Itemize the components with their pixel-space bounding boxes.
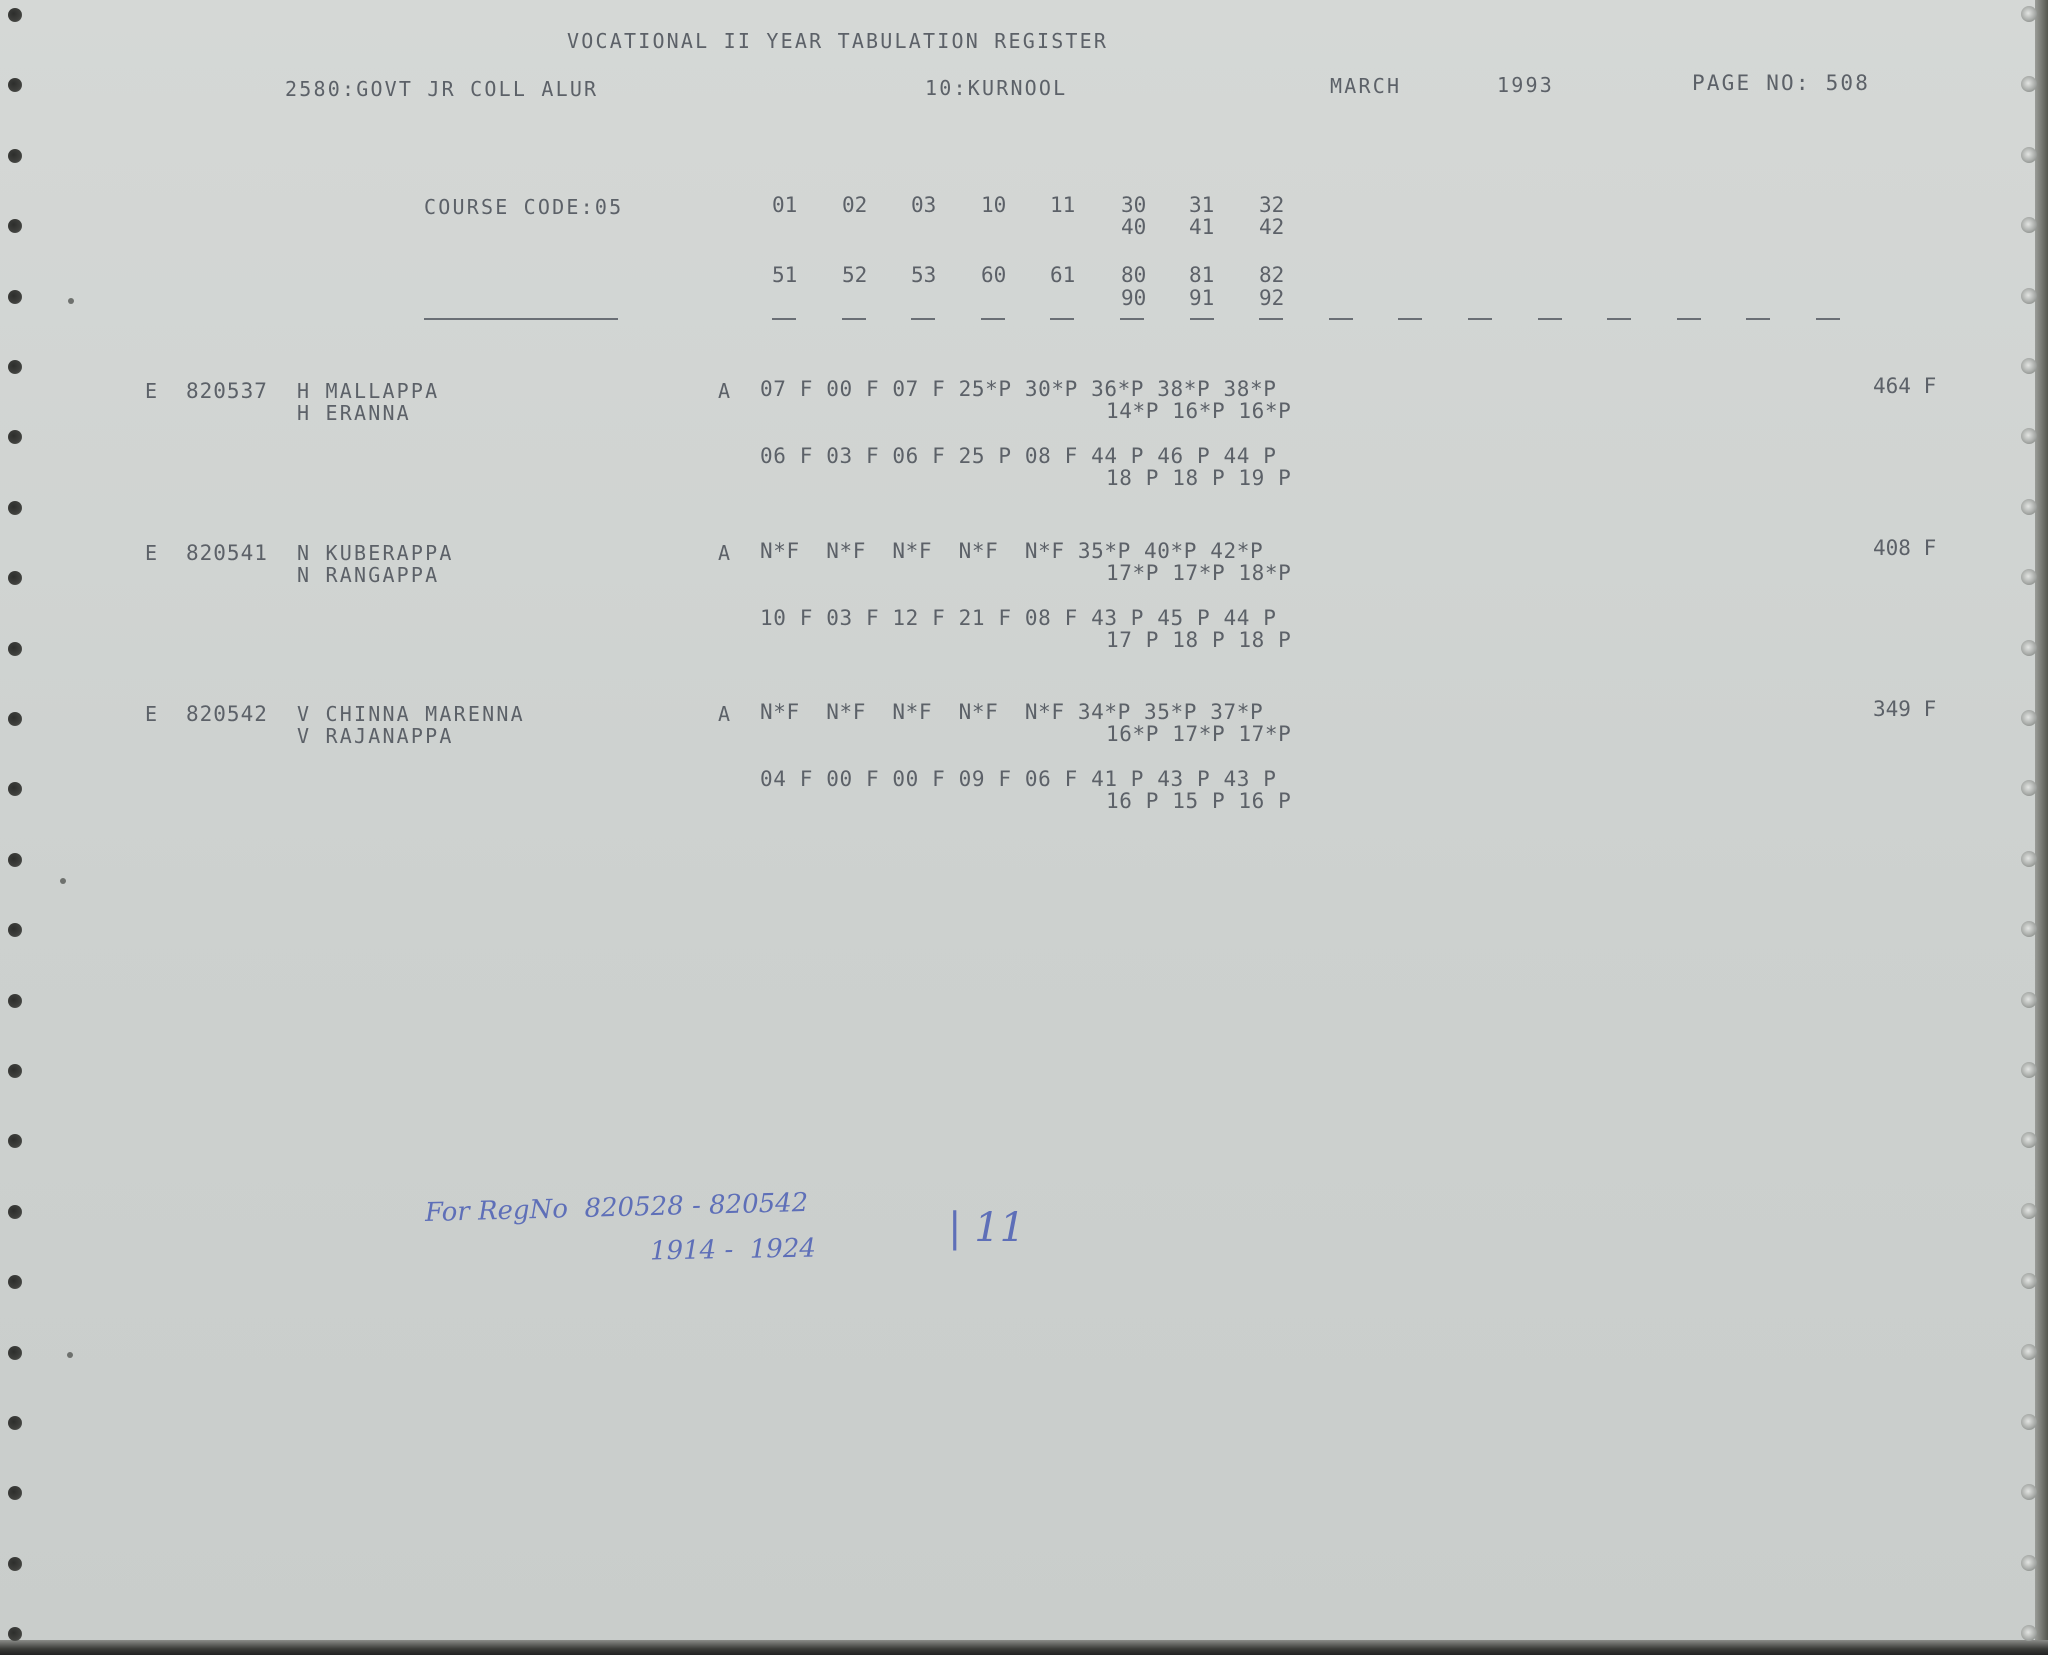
student-name: H MALLAPPA <box>297 379 440 403</box>
marks-row-1b: 17*P 17*P 18*P <box>1106 561 1292 585</box>
record-type: E <box>145 702 160 726</box>
column-dash <box>1468 318 1492 320</box>
subject-code: 42 <box>1259 215 1285 239</box>
marks-row-2: 10 F 03 F 12 F 21 F 08 F 43 P 45 P 44 P <box>760 606 1277 630</box>
total-result: 464 F <box>1873 374 1937 398</box>
column-dash <box>1120 318 1144 320</box>
subject-code: 92 <box>1259 286 1285 310</box>
right-feed-hole <box>2021 147 2037 163</box>
subject-code: 30 <box>1121 193 1147 217</box>
subject-code: 53 <box>911 263 937 287</box>
handwritten-regno-note: For RegNo 820528 - 820542 <box>424 1187 809 1229</box>
left-feed-hole <box>8 8 22 22</box>
course-code-label: COURSE CODE:05 <box>424 195 624 219</box>
subject-code: 52 <box>842 263 868 287</box>
left-feed-hole <box>8 501 22 515</box>
register-title: VOCATIONAL II YEAR TABULATION REGISTER <box>567 29 1109 53</box>
district-name: 10:KURNOOL <box>925 76 1068 100</box>
subject-code: 51 <box>772 263 798 287</box>
column-dash <box>1398 318 1422 320</box>
roll-number: 820542 <box>186 702 268 726</box>
sheet-right-edge <box>2035 0 2048 1655</box>
right-feed-hole <box>2021 288 2037 304</box>
record-type: E <box>145 541 160 565</box>
left-feed-hole <box>8 1064 22 1078</box>
right-feed-hole <box>2021 992 2037 1008</box>
handwritten-tally: | 11 <box>948 1205 1026 1251</box>
total-result: 349 F <box>1873 697 1937 721</box>
subject-code: 32 <box>1259 193 1285 217</box>
right-feed-hole <box>2021 1344 2037 1360</box>
column-dash <box>1677 318 1701 320</box>
father-name: V RAJANAPPA <box>297 724 454 748</box>
column-dash <box>911 318 935 320</box>
father-name: N RANGAPPA <box>297 563 440 587</box>
left-feed-hole <box>8 1416 22 1430</box>
column-dash <box>1607 318 1631 320</box>
subject-code: 03 <box>911 193 937 217</box>
left-feed-hole <box>8 149 22 163</box>
subject-code: 10 <box>981 193 1007 217</box>
grade-code: A <box>718 379 733 403</box>
right-feed-hole <box>2021 499 2037 515</box>
marks-row-2: 06 F 03 F 06 F 25 P 08 F 44 P 46 P 44 P <box>760 444 1277 468</box>
marks-row-2: 04 F 00 F 00 F 09 F 06 F 41 P 43 P 43 P <box>760 767 1277 791</box>
column-dash <box>1190 318 1214 320</box>
father-name: H ERANNA <box>297 401 411 425</box>
subject-code: 90 <box>1121 286 1147 310</box>
column-dash <box>981 318 1005 320</box>
right-feed-hole <box>2021 6 2037 22</box>
total-result: 408 F <box>1873 536 1937 560</box>
student-name: V CHINNA MARENNA <box>297 702 525 726</box>
marks-row-2b: 17 P 18 P 18 P <box>1106 628 1292 652</box>
right-feed-hole <box>2021 710 2037 726</box>
left-feed-hole <box>8 1557 22 1571</box>
exam-month: MARCH <box>1330 74 1402 98</box>
college-name: 2580:GOVT JR COLL ALUR <box>285 77 599 101</box>
right-feed-hole <box>2021 358 2037 374</box>
left-feed-hole <box>8 712 22 726</box>
right-feed-hole <box>2021 640 2037 656</box>
page-number: PAGE NO: 508 <box>1692 71 1871 95</box>
subject-code: 80 <box>1121 263 1147 287</box>
ink-speck <box>68 298 74 304</box>
column-dash <box>1329 318 1353 320</box>
subject-code: 11 <box>1050 193 1076 217</box>
marks-row-1: N*F N*F N*F N*F N*F 34*P 35*P 37*P <box>760 700 1264 724</box>
marks-row-1b: 14*P 16*P 16*P <box>1106 399 1292 423</box>
sheet-bottom-edge <box>0 1640 2048 1655</box>
right-feed-hole <box>2021 851 2037 867</box>
subject-code: 02 <box>842 193 868 217</box>
column-dash <box>842 318 866 320</box>
subject-code: 91 <box>1189 286 1215 310</box>
marks-row-1b: 16*P 17*P 17*P <box>1106 722 1292 746</box>
column-dash <box>1050 318 1074 320</box>
marks-row-2b: 18 P 18 P 19 P <box>1106 466 1292 490</box>
column-dash <box>1259 318 1283 320</box>
ink-speck <box>67 1352 73 1358</box>
left-feed-hole <box>8 1346 22 1360</box>
subject-code: 82 <box>1259 263 1285 287</box>
marks-row-1: 07 F 00 F 07 F 25*P 30*P 36*P 38*P 38*P <box>760 377 1277 401</box>
header-underline <box>424 318 618 320</box>
subject-code: 60 <box>981 263 1007 287</box>
left-feed-hole <box>8 642 22 656</box>
grade-code: A <box>718 702 733 726</box>
grade-code: A <box>718 541 733 565</box>
right-feed-hole <box>2021 1062 2037 1078</box>
subject-code: 81 <box>1189 263 1215 287</box>
column-dash <box>772 318 796 320</box>
left-feed-hole <box>8 1205 22 1219</box>
left-feed-hole <box>8 853 22 867</box>
ink-speck <box>60 878 66 884</box>
right-feed-hole <box>2021 1414 2037 1430</box>
exam-year: 1993 <box>1497 73 1554 97</box>
subject-code: 41 <box>1189 215 1215 239</box>
record-type: E <box>145 379 160 403</box>
column-dash <box>1538 318 1562 320</box>
subject-code: 01 <box>772 193 798 217</box>
column-dash <box>1816 318 1840 320</box>
column-dash <box>1746 318 1770 320</box>
left-feed-hole <box>8 290 22 304</box>
subject-code: 40 <box>1121 215 1147 239</box>
roll-number: 820537 <box>186 379 268 403</box>
student-name: N KUBERAPPA <box>297 541 454 565</box>
right-feed-hole <box>2021 1203 2037 1219</box>
right-feed-hole <box>2021 1555 2037 1571</box>
handwritten-serial-range: 1914 - 1924 <box>649 1233 817 1267</box>
subject-code: 61 <box>1050 263 1076 287</box>
roll-number: 820541 <box>186 541 268 565</box>
marks-row-2b: 16 P 15 P 16 P <box>1106 789 1292 813</box>
marks-row-1: N*F N*F N*F N*F N*F 35*P 40*P 42*P <box>760 539 1264 563</box>
left-feed-hole <box>8 360 22 374</box>
subject-code: 31 <box>1189 193 1215 217</box>
left-feed-hole <box>8 994 22 1008</box>
